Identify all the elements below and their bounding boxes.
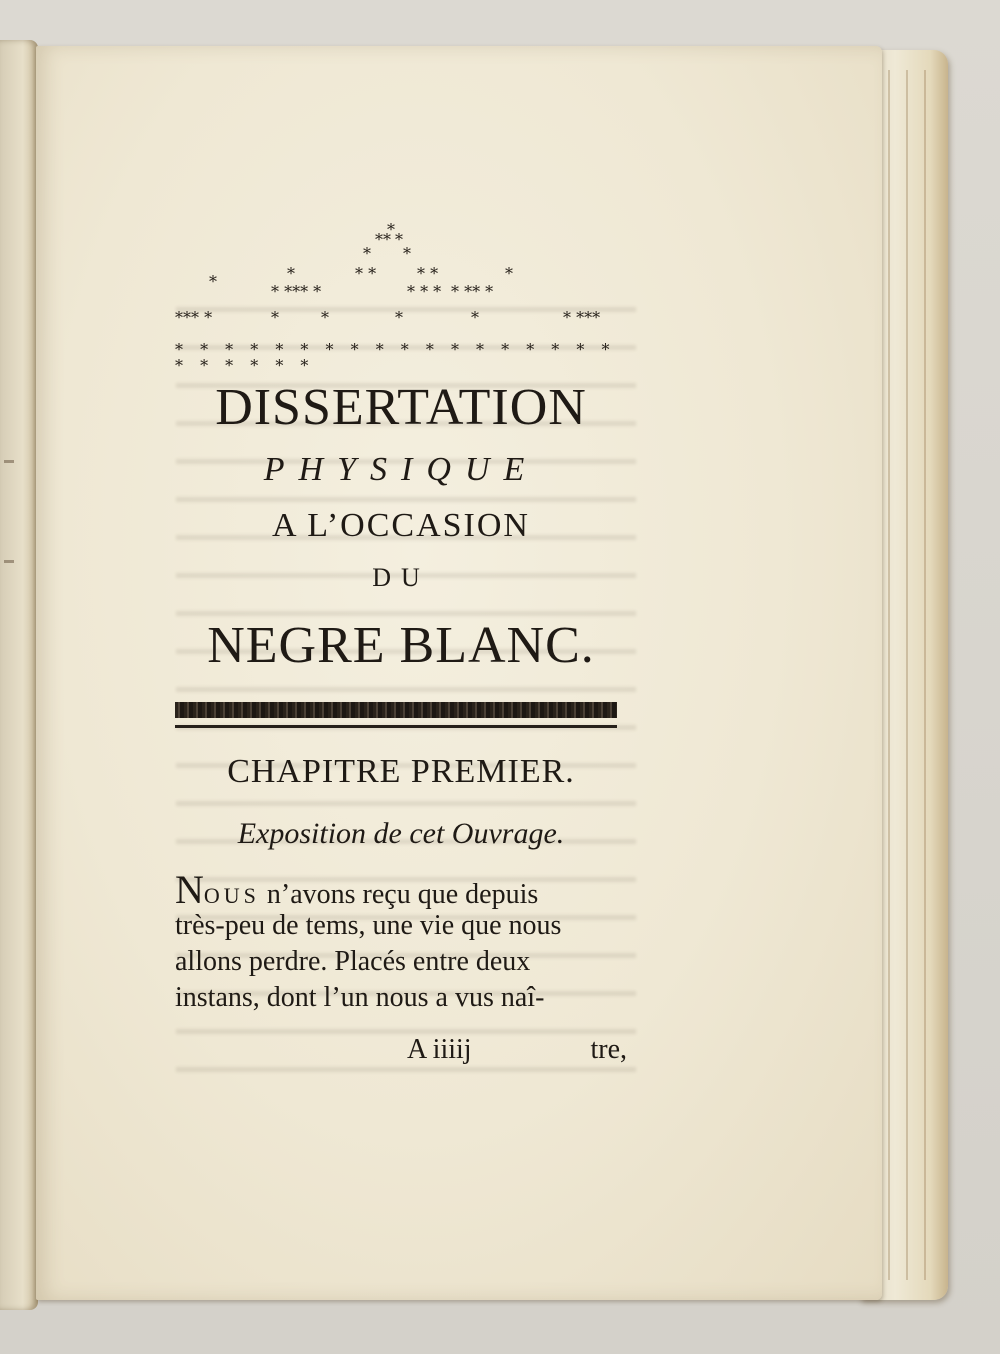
ornament-star: *: [395, 230, 403, 249]
ornament-star: **: [375, 230, 391, 249]
title-negre-blanc: NEGRE BLANC.: [207, 617, 595, 674]
drop-cap: N: [175, 867, 204, 912]
left-page-edge: [0, 40, 38, 1310]
ornament-star: *: [387, 220, 395, 239]
ornament-star: * ** *: [451, 282, 494, 301]
small-caps-word: OUS: [203, 883, 260, 908]
signature-mark: A iiiij: [407, 1034, 472, 1065]
title-du: DU: [372, 563, 430, 592]
title-physique: PHYSIQUE: [263, 451, 539, 488]
body-line-2: très-peu de tems, une vie que nous: [175, 910, 562, 941]
decorative-rule-thin: [175, 725, 617, 728]
ornament-star: * *: [355, 264, 377, 283]
body-line-1-text: n’avons reçu que depuis: [266, 879, 539, 910]
ornament-star: * * *: [407, 282, 442, 301]
ornament-star: *: [403, 244, 411, 263]
body-line-3: allons perdre. Placés entre deux: [175, 946, 531, 977]
title-dissertation: DISSERTATION: [215, 379, 587, 436]
ornament-star: * *: [417, 264, 439, 283]
ornament-star: * *** *: [271, 282, 322, 301]
ornament-star: * ***: [563, 308, 601, 327]
body-line-4: instans, dont l’un nous a vus naî-: [175, 982, 545, 1013]
page-edge-line: [888, 70, 890, 1280]
catchword: tre,: [590, 1034, 627, 1065]
ornament-star: *: [363, 244, 371, 263]
chapter-heading: CHAPITRE PREMIER.: [227, 753, 575, 790]
ornament-star: *: [271, 308, 279, 327]
ornament-star: *: [505, 264, 513, 283]
ornament-star: *: [321, 308, 329, 327]
body-paragraph: [175, 867, 627, 1016]
ornament-star: *** *: [175, 308, 213, 327]
left-page-ink-mark: [4, 460, 14, 463]
title-occasion: A L’OCCASION: [272, 507, 530, 544]
decorative-rule-thick: [175, 702, 617, 718]
ornament-star: *: [395, 308, 403, 327]
asterisk-ornament: [175, 220, 627, 375]
page-edge-line: [906, 70, 908, 1280]
ornament-star: *: [471, 308, 479, 327]
ornament-star: *: [209, 272, 217, 291]
ornament-star-row: * * * * * * * * * * * * * * * * * * * * * * * *: [175, 340, 616, 375]
section-heading: Exposition de cet Ouvrage.: [237, 817, 565, 850]
body-line-1: [175, 867, 627, 912]
ornament-star: *: [287, 264, 295, 283]
page-edge-line: [924, 70, 926, 1280]
left-page-ink-mark: [4, 560, 14, 563]
